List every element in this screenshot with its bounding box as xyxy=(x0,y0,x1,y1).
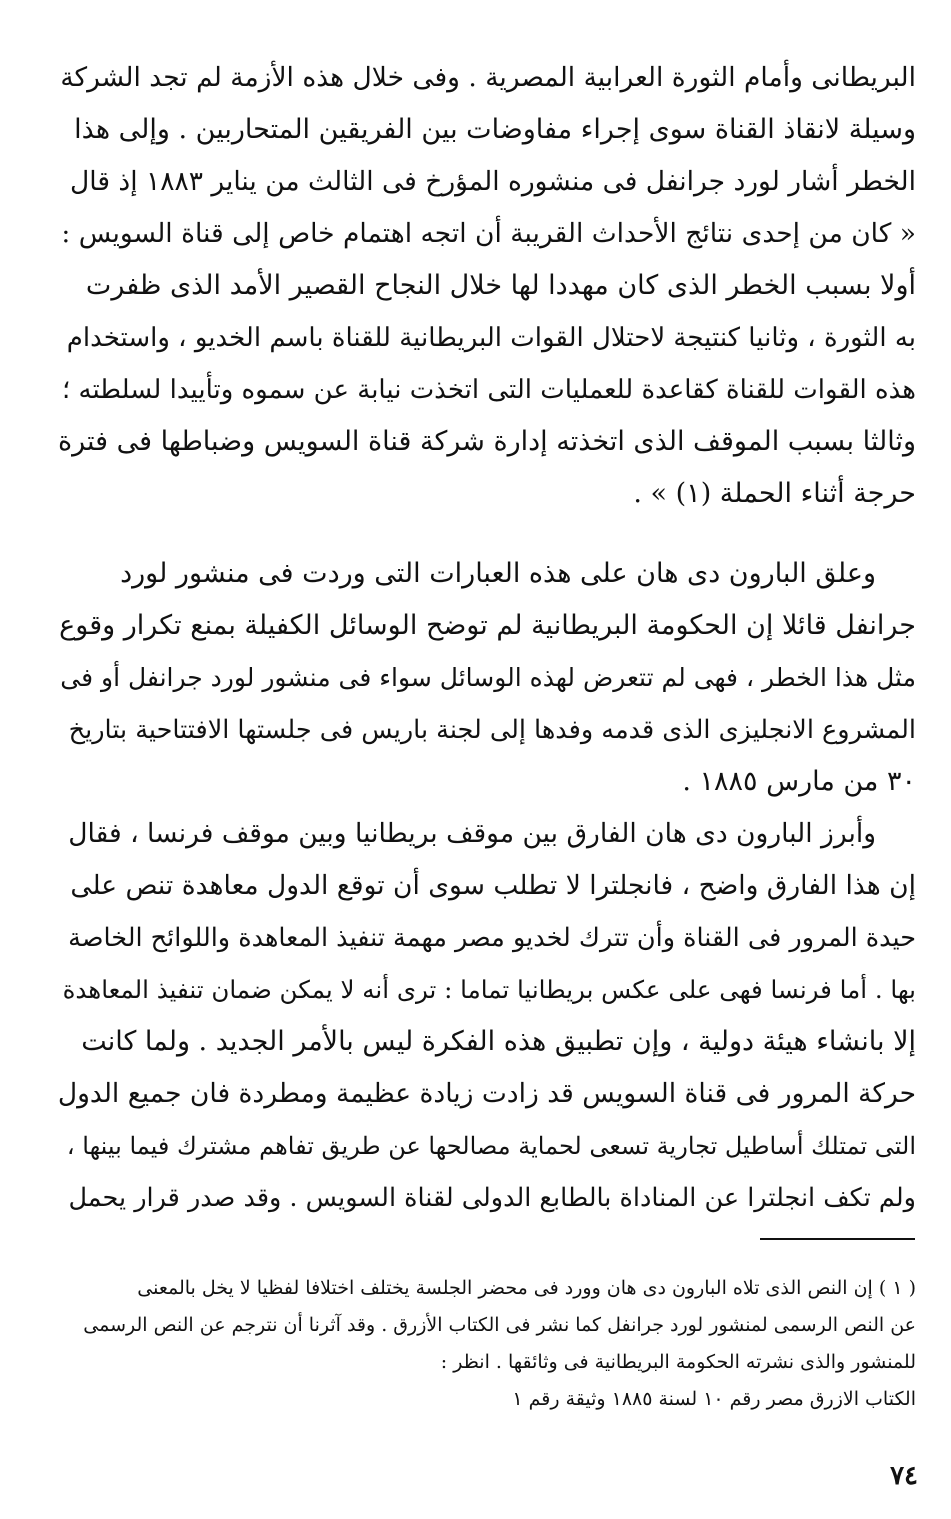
text-line: إن هذا الفارق واضح ، فانجلترا لا تطلب سوى أن توقع الدول معاهدة تنص على xyxy=(70,870,916,901)
text-line: حيدة المرور فى القناة وأن تترك لخديو مصر مهمة تنفيذ المعاهدة واللوائح الخاصة xyxy=(68,923,916,953)
text-line: التى تمتلك أساطيل تجارية تسعى لحماية مصالحها عن طريق تفاهم مشترك فيما بينها ، xyxy=(66,1132,916,1160)
text-line: ٣٠ من مارس ١٨٨٥ . xyxy=(682,766,916,797)
text-line: « كان من إحدى نتائج الأحداث القريبة أن اتجه اهتمام خاص إلى قناة السويس : xyxy=(61,218,916,249)
text-line: به الثورة ، وثانيا كنتيجة لاحتلال القوات البريطانية للقناة باسم الخديو ، واستخدام xyxy=(66,323,916,353)
text-line: وثالثا بسبب الموقف الذى اتخذته إدارة شركة قناة السويس وضباطها فى فترة xyxy=(57,426,916,457)
text-line: أولا بسبب الخطر الذى كان مهددا لها خلال النجاح القصير الأمد الذى ظفرت xyxy=(85,270,916,301)
text-line: جرانفل قائلا إن الحكومة البريطانية لم توضح الوسائل الكفيلة بمنع تكرار وقوع xyxy=(59,610,916,641)
text-line: مثل هذا الخطر ، فهى لم تتعرض لهذه الوسائل سواء فى منشور لورد جرانفل أو فى xyxy=(60,663,916,692)
text-line: حركة المرور فى قناة السويس قد زادت زيادة عظيمة ومطردة فان جميع الدول xyxy=(57,1078,916,1109)
text-line: وأبرز البارون دى هان الفارق بين موقف بريطانيا وبين موقف فرنسا ، فقال xyxy=(68,818,876,849)
text-line: وسيلة لانقاذ القناة سوى إجراء مفاوضات بين الفريقين المتحاربين . وإلى هذا xyxy=(74,114,916,145)
paragraph-3 xyxy=(56,808,916,1224)
text-line: بها . أما فرنسا فهى على عكس بريطانيا تماما : ترى أنه لا يمكن ضمان تنفيذ المعاهدة xyxy=(62,975,916,1004)
footnote-divider xyxy=(760,1238,915,1240)
text-line: وعلق البارون دى هان على هذه العبارات التى وردت فى منشور لورد xyxy=(120,558,876,589)
paragraph-2 xyxy=(56,548,916,808)
text-line: المشروع الانجليزى الذى قدمه وفدها إلى لجنة باريس فى جلستها الافتتاحية بتاريخ xyxy=(68,715,916,745)
page-number: ٧٤ xyxy=(890,1461,918,1491)
text-line: البريطانى وأمام الثورة العرابية المصرية . وفى خلال هذه الأزمة لم تجد الشركة xyxy=(60,62,916,93)
text-line: هذه القوات للقناة كقاعدة للعمليات التى اتخذت نيابة عن سموه وتأييدا لسلطته ؛ xyxy=(61,375,916,405)
footnote-line: الكتاب الازرق مصر رقم ١٠ لسنة ١٨٨٥ وثيقة رقم ١ xyxy=(512,1388,916,1410)
text-line: الخطر أشار لورد جرانفل فى منشوره المؤرخ فى الثالث من يناير ١٨٨٣ إذ قال xyxy=(69,166,916,197)
footnotes xyxy=(56,1270,916,1418)
footnote-line: عن النص الرسمى لمنشور لورد جرانفل كما نشر فى الكتاب الأزرق . وقد آثرنا أن نترجم عن النص الرسمى xyxy=(83,1314,916,1336)
text-line: ولم تكف انجلترا عن المناداة بالطابع الدولى لقناة السويس . وقد صدر قرار يحمل xyxy=(68,1183,916,1213)
text-line: حرجة أثناء الحملة (١) » . xyxy=(633,478,916,509)
footnote-line: للمنشور والذى نشرته الحكومة البريطانية فى وثائقها . انظر : xyxy=(440,1351,916,1373)
text-line: إلا بانشاء هيئة دولية ، وإن تطبيق هذه الفكرة ليس بالأمر الجديد . ولما كانت xyxy=(81,1026,916,1057)
footnote-line: ( ١ ) إن النص الذى تلاه البارون دى هان وورد فى محضر الجلسة يختلف اختلافا لفظيا لا يخل بالمعنى xyxy=(137,1277,916,1299)
paragraph-1 xyxy=(56,52,916,520)
